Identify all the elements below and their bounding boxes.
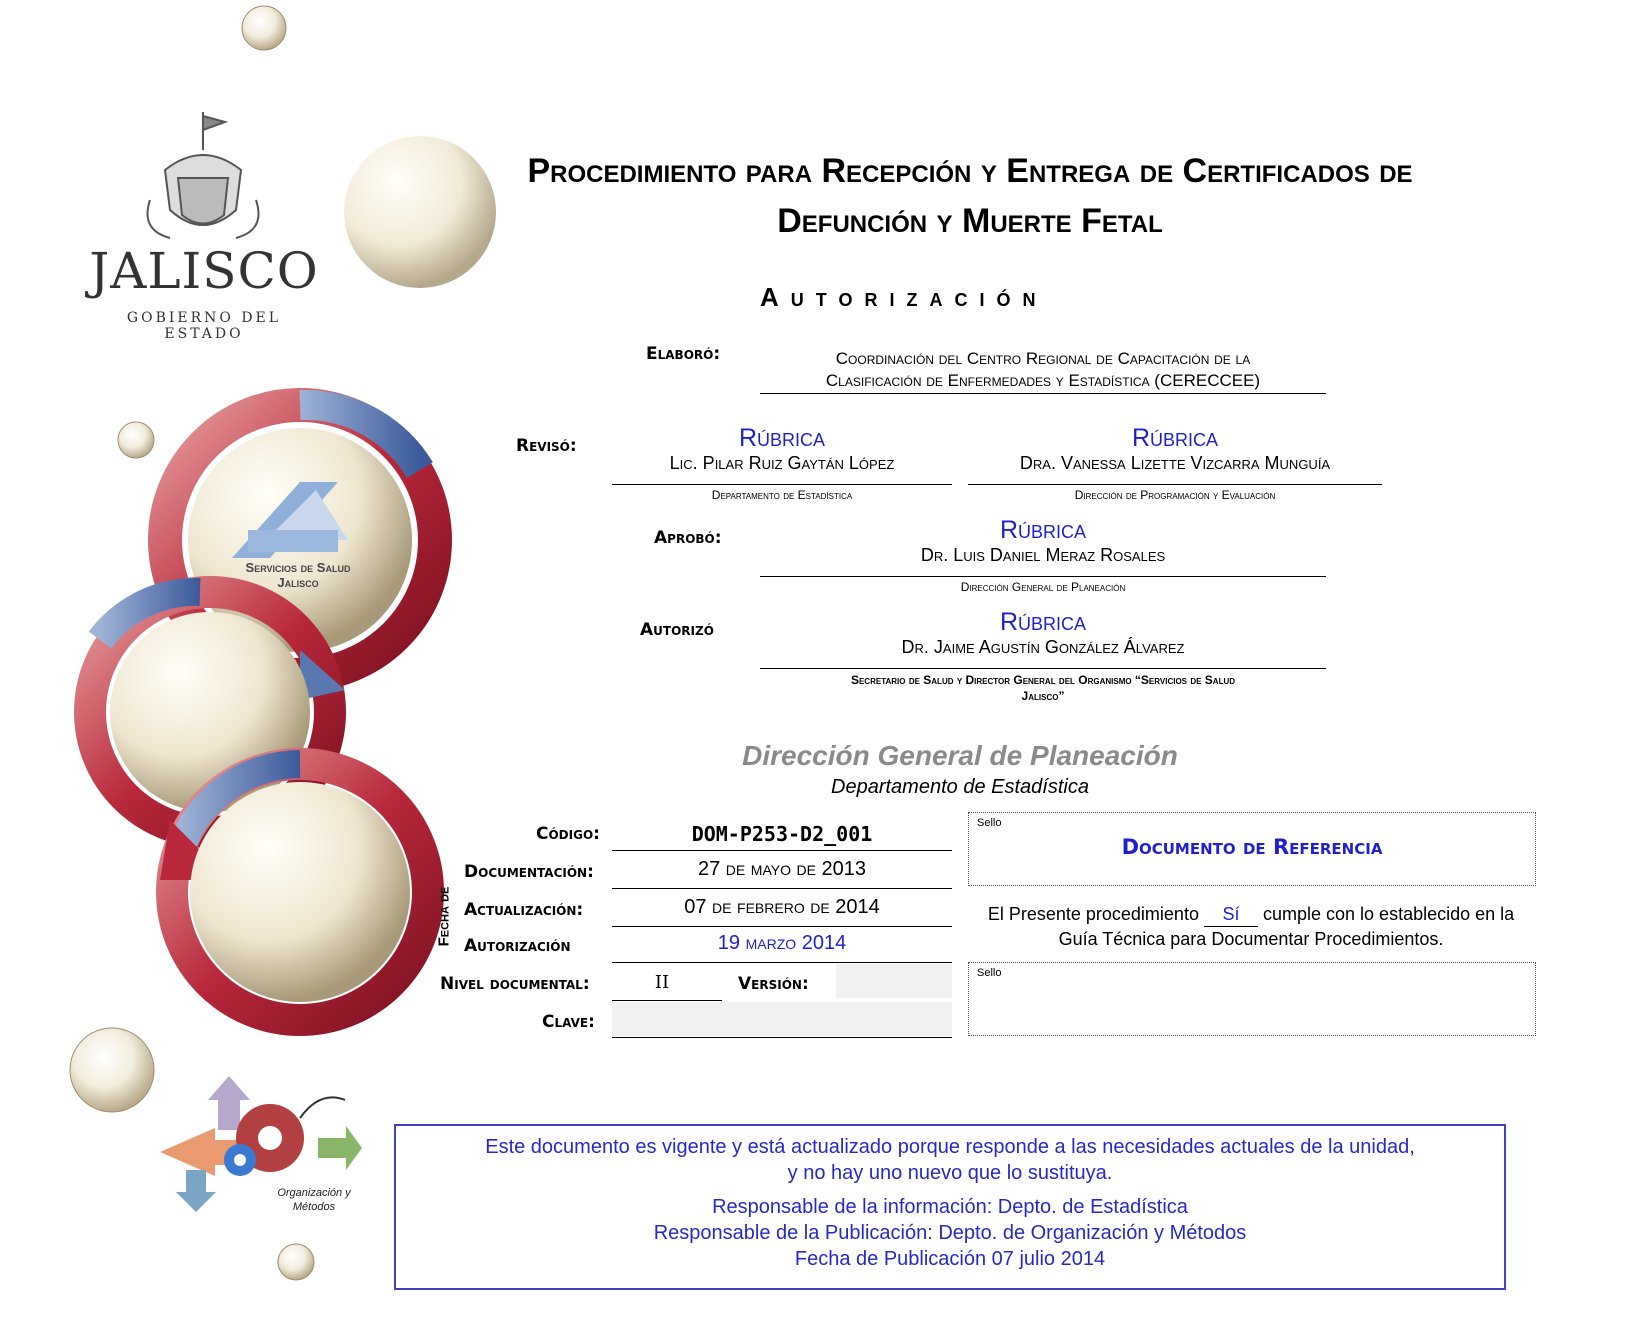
om-logo-line1: Organización y <box>277 1187 351 1199</box>
autorizo-label: Autorizó <box>640 620 714 640</box>
aprobo-signature <box>760 516 1326 566</box>
presente-line1 <box>968 902 1534 927</box>
elaboro-line2: Clasificación de Enfermedades y Estadística (CERECCEE) <box>825 371 1261 390</box>
sello-box-2 <box>968 962 1536 1036</box>
version-field <box>836 964 952 998</box>
field-line <box>612 888 952 889</box>
autorizacion-heading: Autorización <box>760 282 1048 312</box>
rubrica-text: Rúbrica <box>738 424 826 452</box>
signer-name: Dr. Luis Daniel Meraz Rosales <box>920 545 1166 565</box>
rubrica-text: Rúbrica <box>1131 424 1219 452</box>
departamento: Departamento de Estadística <box>831 776 1089 798</box>
title-line2: Defunción y Muerte Fetal <box>777 202 1163 240</box>
ssj-logo-line2: Jalisco <box>277 575 319 590</box>
autorizo-dept-line1: Secretario de Salud y Director General del Organismo “Servicios de Salud <box>850 673 1236 687</box>
field-line <box>612 1037 952 1038</box>
ssj-logo-line1: Servicios de Salud <box>245 560 351 575</box>
notice-line4: Responsable de la Publicación: Depto. de Organización y Métodos <box>653 1222 1247 1244</box>
signature-line <box>612 484 952 485</box>
om-logo-line2: Métodos <box>292 1201 336 1213</box>
rubrica-text: Rúbrica <box>999 516 1087 544</box>
elaboro-label: Elaboró: <box>646 344 721 364</box>
presente-line2: Guía Técnica para Documentar Procedimientos. <box>1058 929 1444 949</box>
notice-line3: Responsable de la información: Depto. de Estadística <box>712 1196 1188 1218</box>
fecha-de-vertical <box>432 870 456 970</box>
autorizacion-label: Autorización <box>464 936 571 956</box>
autorizacion-value: 19 marzo 2014 <box>717 932 847 954</box>
sello-label: Sello <box>977 967 1002 979</box>
autorizo-dept-line2: Jalisco” <box>1021 689 1065 703</box>
version-label: Versión: <box>738 974 809 994</box>
signature-line <box>968 484 1382 485</box>
notice-line5: Fecha de Publicación 07 julio 2014 <box>794 1248 1106 1270</box>
clave-label: Clave: <box>542 1012 595 1032</box>
reviso-left <box>612 424 952 474</box>
reviso-label: Revisó: <box>516 436 577 456</box>
signature-line <box>760 576 1326 577</box>
nivel-value: II <box>654 972 670 993</box>
field-line <box>612 926 952 927</box>
field-line <box>612 1000 722 1001</box>
notice-line2: y no hay uno nuevo que lo sustituya. <box>787 1162 1113 1184</box>
signer-dept: Departamento de Estadística <box>711 488 853 502</box>
presente-before: El Presente procedimiento <box>987 904 1199 924</box>
actualizacion-value: 07 de febrero de 2014 <box>684 896 880 918</box>
rubrica-text: Rúbrica <box>999 608 1087 636</box>
title-line1: Procedimiento para Recepción y Entrega de Certificados de <box>527 152 1413 190</box>
codigo-label: Código: <box>536 824 600 844</box>
jalisco-logo-text: JALISCO <box>89 242 319 300</box>
signer-name: Lic. Pilar Ruiz Gaytán López <box>669 453 895 473</box>
pearl-decoration <box>118 422 154 458</box>
direccion-general: Dirección General de Planeación <box>742 740 1178 771</box>
publication-notice <box>394 1124 1506 1290</box>
documentacion-value: 27 de mayo de 2013 <box>697 858 867 880</box>
jalisco-coat-of-arms-icon <box>148 112 259 238</box>
om-logo-text <box>256 1186 372 1214</box>
signature-line <box>760 668 1326 669</box>
pearl-decoration <box>278 1244 314 1280</box>
elaboro-value <box>760 348 1326 392</box>
reviso-right <box>968 424 1382 474</box>
autorizo-signature <box>760 608 1326 658</box>
documento-referencia: Documento de Referencia <box>1121 835 1383 859</box>
signer-dept: Dirección de Programación y Evaluación <box>1074 488 1276 502</box>
field-line <box>612 962 952 963</box>
aprobo-label: Aprobó: <box>654 528 722 548</box>
gobierno-subtitle: GOBIERNO DEL ESTADO <box>126 310 282 342</box>
pearl-decoration <box>70 1028 154 1112</box>
field-line <box>612 850 952 851</box>
clave-field <box>612 1002 952 1036</box>
elaboro-line1: Coordinación del Centro Regional de Capacitación de la <box>835 349 1251 368</box>
codigo-value: DOM-P253-D2_001 <box>691 822 873 846</box>
document-title <box>360 146 1580 246</box>
signer-dept: Dirección General de Planeación <box>960 580 1126 594</box>
sello-box-1 <box>968 812 1536 886</box>
presente-procedimiento <box>968 902 1534 951</box>
signer-name: Dra. Vanessa Lizette Vizcarra Munguía <box>1019 453 1331 473</box>
presente-after: cumple con lo establecido en la <box>1263 904 1515 924</box>
sello-label: Sello <box>977 817 1002 829</box>
ssj-logo-text <box>228 560 368 590</box>
notice-line1: Este documento es vigente y está actualizado porque responde a las necesidades actuales de la unidad, <box>485 1136 1415 1158</box>
actualizacion-label: Actualización: <box>464 900 584 920</box>
documentacion-label: Documentación: <box>464 862 594 882</box>
pearl-decoration <box>242 6 286 50</box>
nivel-label: Nivel documental: <box>440 974 590 994</box>
autorizo-dept <box>760 672 1326 704</box>
elaboro-line <box>760 393 1326 394</box>
fecha-de-label: Fecha de <box>435 886 453 947</box>
presente-value: Sí <box>1204 902 1258 927</box>
signer-name: Dr. Jaime Agustín González Álvarez <box>901 637 1185 657</box>
